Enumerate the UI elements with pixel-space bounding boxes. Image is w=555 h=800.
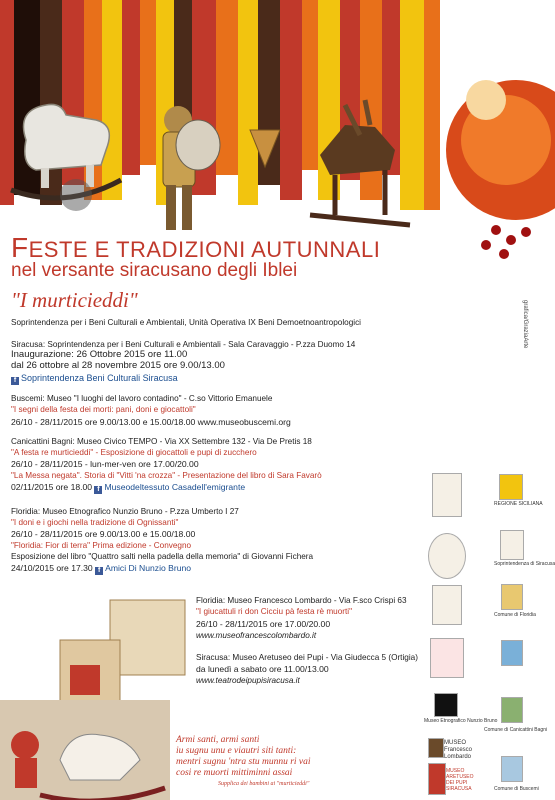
floridia-caption: Comune di Floridia [494,612,536,618]
remci-logo [432,473,462,517]
soprintendenza-logo [500,530,524,560]
canicattini-venue: Canicattini Bagni: Museo Civico TEMPO - Via XX Settembre 132 - Via De Pretis 18 [11,437,312,446]
canicattini-book-date: 02/11/2015 ore 18.00 f Museodeltessuto Casadell'emigrante [11,482,246,493]
regione-siciliana-logo [499,474,523,500]
floridia-dates: 26/10 - 28/11/2015 ore 9.00/13.00 e 15.00/18.00 [11,529,196,539]
museo-tessuto-logo [430,638,464,678]
wooden-horse-cart-image [305,95,415,235]
canicattini-coat-of-arms [501,697,523,723]
facebook-link-nunzio-bruno[interactable]: f Amici Di Nunzio Bruno [95,563,191,573]
floridia-coat-of-arms [501,584,523,610]
buscemi-coat-of-arms [501,756,523,782]
pupi-website-link[interactable]: www.teatrodeipupisiracusa.it [196,676,300,685]
pomegranate-image [436,40,545,270]
canicattini-exhibit-title: "A festa re murticieddi" - Esposizione di giocattoli e pupi di zucchero [11,448,257,457]
event-name: "I murticieddi" [11,288,138,312]
siracusa-venue: Siracusa: Soprintendenza per i Beni Culturali e Ambientali - Sala Caravaggio - P.zza Duomo 14 [11,340,356,349]
spinning-top-image [245,125,285,170]
floridia-book-date: 24/10/2015 ore 17.30 f Amici Di Nunzio Bruno [11,563,192,574]
lombardo-venue: Floridia: Museo Francesco Lombardo - Via F.sco Crispi 63 [196,596,407,605]
facebook-link-museodeltessuto[interactable]: f Museodeltessuto Casadell'emigrante [94,482,245,492]
buscemi-caption: Comune di Buscemi [494,786,539,792]
museo-pupi-logo [428,763,446,795]
museo-tempo-logo [432,585,462,625]
toy-horse-image [6,90,126,210]
museo-pupi-caption: MUSEO ARETUSEO DEI PUPI SIRACUSA [446,768,474,792]
inauguration-date: Inaugurazione: 26 Ottobre 2015 ore 11.00 [11,349,188,360]
museo-nunzio-bruno-logo [434,693,458,717]
pupi-hours: da lunedì a sabato ore 11.00/13.00 [196,664,329,674]
floridia-exhibit-title: "I doni e i giochi nella tradizione di Ognissanti" [11,518,179,527]
floridia-book-exhibit: Esposizione del libro "Quattro salti nella padella della memoria" di Giovanni Fichera [11,552,314,561]
poem-line: Armi santi, armi santi [176,735,260,745]
facebook-icon: f [95,567,103,575]
poem-line: mentri sugnu 'ntra stu munnu ri vai [176,757,311,767]
museo-nunzio-bruno-caption: Museo Etnografico Nunzio Bruno [424,718,498,724]
facebook-icon: f [11,377,19,385]
organizer-line: Soprintendenza per i Beni Culturali e Ambientali, Unità Operativa IX Beni Demoetnoantropologici [11,318,361,327]
floridia-comune-coat-of-arms [501,640,523,666]
poem-line: iu sugnu unu e viautri siti tanti: [176,746,297,756]
canicattini-book-presentation: "La Messa negata". Storia di "Vitti 'na crozza" - Presentazione del libro di Sara Favarò [11,471,322,480]
page-subtitle: nel versante siracusano degli Iblei [11,260,298,281]
facebook-link-soprintendenza[interactable]: f Soprintendenza Beni Culturali Siracusa [11,373,178,385]
luoghi-lavoro-contadino-logo [428,533,466,579]
buscemi-dates: 26/10 - 28/11/2015 ore 9.00/13.00 e 15.00/18.00 www.museobuscemi.org [11,417,291,427]
rocking-horse-image [0,700,170,800]
museo-lombardo-logo [428,738,444,758]
museo-lombardo-caption: MUSEO Francesco Lombardo [444,740,473,760]
poem-line: cosi re muorti mittiminni assai [176,768,293,778]
poem-caption: Supplica dei bambini ai "murticieddi" [218,781,310,787]
buscemi-exhibit-title: "I segni della festa dei morti: pani, doni e giocattoli" [11,405,196,414]
knight-puppet-image [138,100,228,235]
exhibition-dates: dal 26 ottobre al 28 novembre 2015 ore 9.00/13.00 [11,360,225,371]
floridia-conference: "Floridia: Fior di terra" Prima edizione - Convegno [11,541,192,550]
lombardo-exhibit-title: "I giucattuli ri don Cicciu pà festa rè muorti" [196,607,352,616]
lombardo-dates: 26/10 - 28/11/2015 ore 17.00/20.00 [196,619,331,629]
facebook-icon: f [94,486,102,494]
canicattini-dates: 26/10 - 28/11/2015 - lun-mer-ven ore 17.00/20.00 [11,459,199,469]
floridia-venue: Floridia: Museo Etnografico Nunzio Bruno - P.zza Umberto I 27 [11,507,239,516]
soprintendenza-caption: Soprintendenza di Siracusa [494,561,555,567]
poem [176,735,311,779]
page-title: FESTE E TRADIZIONI AUTUNNALI [11,232,381,263]
lombardo-website-link[interactable]: www.museofrancescolombardo.it [196,631,317,640]
graphics-credit: grafica/GraziaArte [522,300,528,349]
regione-siciliana-caption: REGIONE SICILIANA [494,501,543,507]
canicattini-caption: Comune di Canicattini Bagni [484,727,548,733]
pupi-venue: Siracusa: Museo Aretuseo dei Pupi - Via Giudecca 5 (Ortigia) [196,653,418,662]
buscemi-venue: Buscemi: Museo "I luoghi del lavoro contadino" - C.so Vittorio Emanuele [11,394,273,403]
